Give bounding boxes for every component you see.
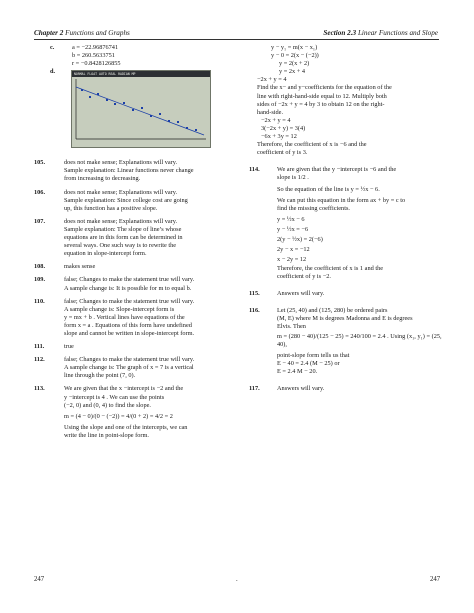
equation-line: y − ½x = −6 xyxy=(277,225,309,233)
answer-107 xyxy=(34,218,230,258)
answer-110-line: slope and cannot be written in slope-intercept form. xyxy=(64,329,195,337)
answer-116-line: E − 40 = 2.4 (M − 25) or xyxy=(277,359,340,367)
section-label: Section 2.3 xyxy=(323,29,357,37)
part-c xyxy=(34,44,230,68)
answer-106-number: 106. xyxy=(34,188,46,196)
answer-105-line: does not make sense; Explanations will vary. xyxy=(64,159,178,167)
answer-105-line: from increasing to decreasing. xyxy=(64,175,141,183)
answer-114-line: coefficient of y is −2. xyxy=(277,272,331,280)
answer-114-number: 114. xyxy=(249,166,260,174)
answer-113-line: (−2, 0) and (0, 4) to find the slope. xyxy=(64,401,151,409)
answer-113-number: 113. xyxy=(34,385,45,393)
paragraph-line: hand-side. xyxy=(257,108,284,116)
answer-111 xyxy=(34,343,230,351)
part-d-label: d. xyxy=(50,68,56,76)
part-c-values xyxy=(64,44,230,68)
header-right xyxy=(323,29,438,37)
scatter-point xyxy=(114,103,116,105)
header-left xyxy=(34,29,130,37)
equation-line: y = ½x − 6 xyxy=(277,215,305,223)
answer-106-line: Sample explanation: Since college cost are going xyxy=(64,196,188,204)
part-c-label: c. xyxy=(50,44,55,51)
answer-106-line: does not make sense; Explanations will vary. xyxy=(64,188,178,196)
answer-111-number: 111. xyxy=(34,343,45,351)
scatter-point xyxy=(106,99,108,101)
left-column xyxy=(34,44,230,440)
answer-117-number: 117. xyxy=(249,384,260,392)
paragraph-line: sides of −2x + y = 4 by 3 to obtain 12 on the right- xyxy=(257,100,385,108)
answer-105-number: 105. xyxy=(34,159,46,167)
answer-106-line: up, this function has a positive slope. xyxy=(64,204,158,212)
scatter-point xyxy=(141,107,143,109)
answer-113-line: We are given that the x −intercept is −2 and the xyxy=(64,385,184,393)
answer-115 xyxy=(249,290,445,298)
answer-109-number: 109. xyxy=(34,276,46,284)
page-number-right: 247 xyxy=(430,576,441,583)
equation-line: −2x + y = 4 xyxy=(261,116,291,124)
answer-111-line: true xyxy=(64,343,74,351)
answer-112-line: line through the point (7, 0). xyxy=(64,372,136,380)
answer-113 xyxy=(34,385,230,440)
answer-110-line: form x = a . Equations of this form have undefined xyxy=(64,321,192,329)
value-b: b = 260.5633751 xyxy=(72,52,115,60)
equation-line: −6x + 3y = 12 xyxy=(261,133,297,141)
scatter-point xyxy=(81,89,83,91)
scatter-point xyxy=(195,129,197,131)
answer-117 xyxy=(249,385,445,393)
answer-114-line: slope is 1/2 . xyxy=(277,174,309,182)
multiply-derivation xyxy=(249,117,445,141)
answer-114-line: So the equation of the line is y = ½x − 6. xyxy=(277,185,380,193)
answer-117-line: Answers will vary. xyxy=(277,384,325,392)
scatter-point xyxy=(159,113,161,115)
answer-110 xyxy=(34,298,230,338)
answer-110-line: false; Changes to make the statement true will vary. xyxy=(64,297,195,305)
answer-116-line: (M, E) where M is degrees Madonna and E is degrees xyxy=(277,315,413,323)
answer-116-line: Let (25, 40) and (125, 280) be ordered pairs xyxy=(277,307,388,315)
value-r: r = −0.8428126855 xyxy=(72,60,121,68)
answer-112 xyxy=(34,356,230,380)
scatter-point xyxy=(123,102,125,104)
equation-line: 2(y − ½x) = 2(−6) xyxy=(277,235,323,243)
scatter-point xyxy=(89,96,91,98)
answer-105-line: Sample explanation: Linear functions never change xyxy=(64,167,194,175)
equation-line: 2y − x = −12 xyxy=(277,245,310,253)
answer-114-line: find the missing coefficients. xyxy=(277,204,350,212)
equation-line: x − 2y = 12 xyxy=(277,255,307,263)
slope-calculation: m = (4 − 0)/(0 − (−2)) = 4/(0 + 2) = 4/2 = 2 xyxy=(64,412,173,420)
footer-dot: . xyxy=(236,576,238,583)
answer-108-line: makes sense xyxy=(64,263,96,271)
value-a: a = −22.96876741 xyxy=(72,44,119,51)
answer-107-line: several ways. One such way is to rewrite the xyxy=(64,242,177,250)
answer-109 xyxy=(34,276,230,292)
answer-114 xyxy=(249,166,445,281)
paragraph-line: Find the x− and y−coefficients for the equation of the xyxy=(257,84,392,92)
scatter-point xyxy=(150,115,152,117)
answer-107-line: does not make sense; Explanations will vary. xyxy=(64,217,178,225)
chapter-title: Functions and Graphs xyxy=(63,29,130,37)
header-divider xyxy=(34,39,439,40)
answer-115-number: 115. xyxy=(249,289,260,297)
answer-108 xyxy=(34,263,230,271)
answer-114-line: Therefore, the coefficient of x is 1 and the xyxy=(277,264,384,272)
equation-line: 3(−2x + y) = 3(4) xyxy=(261,124,306,132)
answer-105 xyxy=(34,159,230,183)
calculator-screen xyxy=(71,70,211,148)
answer-112-number: 112. xyxy=(34,356,45,364)
right-column xyxy=(249,44,445,393)
answer-114-derivation xyxy=(277,215,445,265)
answer-112-line: A sample change is: The graph of x = 7 is a vertical xyxy=(64,364,194,372)
answer-114-line: We can put this equation in the form ax + by = c to xyxy=(277,196,406,204)
answer-116 xyxy=(249,307,445,376)
regression-line xyxy=(76,87,204,135)
answer-112-line: false; Changes to make the statement true will vary. xyxy=(64,356,195,364)
answer-107-line: equations are in this form can be determined in xyxy=(64,234,183,242)
answer-106 xyxy=(34,189,230,213)
slope-calculation: m = (280 − 40)/(125 − 25) = 240/100 = 2.4 . Using (x₁, y₁) = (25, 40), xyxy=(277,333,442,349)
answer-114-line: We are given that the y −intercept is −6 and the xyxy=(277,166,397,174)
answer-116-line: Elvis. Then xyxy=(277,323,306,331)
scatter-point xyxy=(132,109,134,111)
scatter-point xyxy=(177,121,179,123)
answer-107-line: equation in slope-intercept form. xyxy=(64,250,147,258)
scatter-point xyxy=(168,120,170,122)
point-slope-derivation xyxy=(249,44,445,76)
equation-line: y − 0 = 2(x − (−2)) xyxy=(271,52,319,60)
coefficient-paragraph xyxy=(249,84,445,116)
equation-line: y − y₁ = m(x − x₁) xyxy=(271,44,318,51)
equation-line: y = 2(x + 2) xyxy=(279,60,310,68)
answer-110-line: y = mx + b . Vertical lines have equations of the xyxy=(64,313,185,321)
calculator-plot xyxy=(72,77,208,145)
chapter-label: Chapter 2 xyxy=(34,29,64,37)
equation-line: y = 2x + 4 xyxy=(279,68,305,76)
answer-113-line: write the line in point-slope form. xyxy=(64,431,149,439)
answer-115-line: Answers will vary. xyxy=(277,289,325,297)
answer-116-line: point-slope form tells us that xyxy=(277,351,350,359)
coefficient-result xyxy=(249,141,445,157)
answer-116-number: 116. xyxy=(249,307,260,315)
answer-107-line: Sample explanation: The slope of line’s whose xyxy=(64,225,182,233)
scatter-point xyxy=(186,127,188,129)
paragraph-line: Therefore, the coefficient of x is −6 and the xyxy=(257,141,367,149)
answer-107-number: 107. xyxy=(34,217,46,225)
equation-line: −2x + y = 4 xyxy=(257,76,287,84)
answer-113-line: y −intercept is 4 . We can use the points xyxy=(64,393,165,401)
calculator-status-bar: NORMAL FLOAT AUTO REAL RADIAN MP xyxy=(72,71,210,77)
answer-116-line: E = 2.4 M − 20. xyxy=(277,367,318,375)
answer-110-line: A sample change is: Slope-intercept form is xyxy=(64,305,175,313)
answer-109-line: false; Changes to make the statement true will vary. xyxy=(64,276,195,284)
answer-109-line: A sample change is: It is possible for m to equal b. xyxy=(64,284,192,292)
answer-108-number: 108. xyxy=(34,263,46,271)
paragraph-line: coefficient of y is 3. xyxy=(257,149,308,157)
answer-113-line: Using the slope and one of the intercepts, we can xyxy=(64,423,188,431)
page-number-left: 247 xyxy=(34,576,45,583)
scatter-point xyxy=(97,93,99,95)
answer-110-number: 110. xyxy=(34,297,45,305)
paragraph-line: line with right-hand-side equal to 12. Multiply both xyxy=(257,92,387,100)
section-title: Linear Functions and Slope xyxy=(356,29,438,37)
